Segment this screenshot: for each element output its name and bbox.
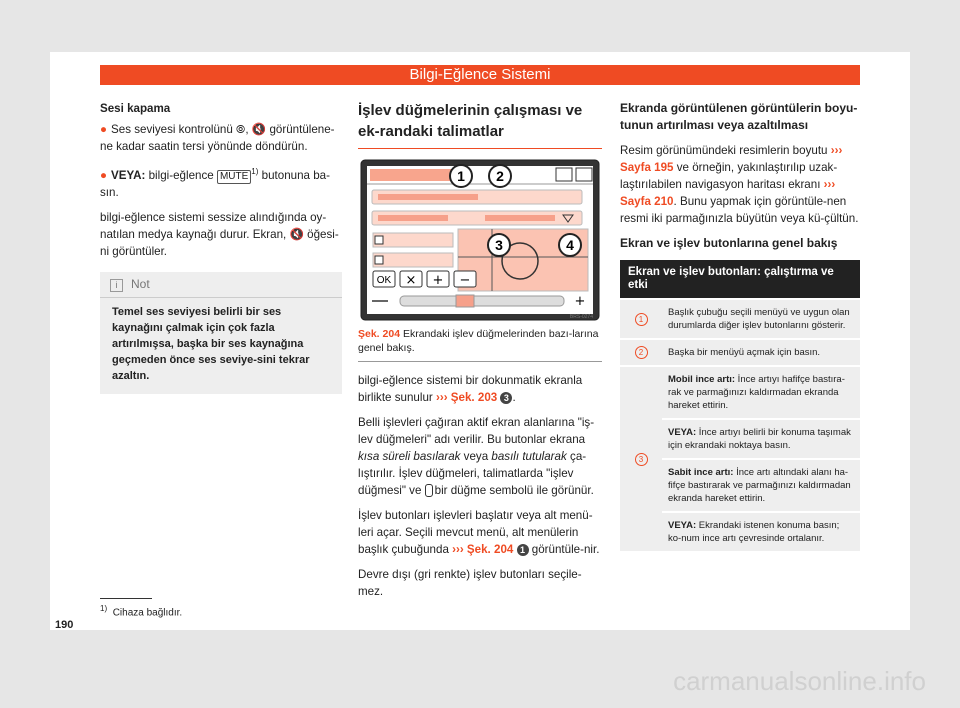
bullet-icon: ● [100,123,108,136]
zoom-heading: Ekranda görüntülenen görüntülerin boyu-tunun artırılması veya azaltılması [620,101,858,132]
svg-text:+: + [574,294,586,309]
note-body: Temel ses seviyesi belirli bir ses kaynağını çalmak için çok fazla artırılmışsa, başka bir ses kaynağına geçmeden önce ses seviye-sini tekrar azaltın. [112,305,310,382]
callout-2: 2 [496,168,504,184]
note-box [100,272,342,394]
table-row: Sabit ince artı: İnce artı altındaki alanı ha-fifçe bastırarak ve parmağınızı kaldırmadan ekranda hareket ettirin. [620,459,860,512]
column-2 [358,100,602,608]
page-195-link[interactable]: ››› Sayfa 195 [620,144,843,174]
para-4: Devre dışı (gri renkte) işlev butonları seçile-mez. [358,568,582,598]
table-row: 2 Başka bir menüyü açmak için basın. [620,339,860,366]
callout-3: 3 [495,237,503,253]
mute-speaker-icon: 🔇 [289,227,304,241]
mute-key: MUTE [217,170,251,184]
note-header: i Not [100,272,342,298]
para-1: bilgi-eğlence sistemi bir dokunmatik ekranla birlikte sunulur ››› Şek. 203 3 . [358,374,583,404]
page-number: 190 [55,619,74,631]
para-3: İşlev butonları işlevleri başlatır veya alt menü-leri açar. Seçili mevcut menü, alt menülerin başlık çubuğunda ››› Şek. 204 1 görüntüle-nir. [358,509,600,556]
column-3 [620,100,860,551]
info-icon: i [110,279,123,292]
fig-204-link-arrow[interactable]: ››› [452,543,464,556]
para-2: Belli işlevleri çağıran aktif ekran alanlarına "iş-lev düğmeleri" adı verilir. Bu butonlar ekrana kısa süreli basılarak veya basılı tutularak ça-lıştırılır. İşlev düğmeleri, talimatlarda "işlev düğmesi" ve bir düğme sembolü ile görünür. [358,416,595,497]
table-row: 1 Başlık çubuğu seçili menüyü ve uygun olan durumlarda diğer işlev butonlarını gösterir. [620,299,860,339]
bullet-1: ● Ses seviyesi kontrolünü ⦾, 🔇 görüntülene-ne kadar saatin tersi yönünde döndürün. [100,123,335,153]
table-header: Ekran ve işlev butonları: çalıştırma ve etki [620,260,860,299]
bullet-2: ● VEYA: bilgi-eğlence MUTE $^{1)}$ butonuna ba-sın. [100,167,330,199]
fig-203-link[interactable]: Şek. 203 [447,391,501,404]
table-row: VEYA: İnce artıyı belirli bir konuma taşımak için ekrandaki noktaya basın. [620,419,860,459]
footnote-rule [100,598,152,599]
touchscreen-illustration [360,159,600,321]
fig-204-link[interactable]: Şek. 204 [463,543,517,556]
figure-code: BRS-0274 [569,314,593,320]
row-number: 1 [635,313,648,326]
page-210-link[interactable]: ››› Sayfa 210 [620,178,836,208]
mute-heading: Sesi kapama [100,102,171,115]
svg-text:+: + [432,273,444,288]
function-buttons-heading: İşlev düğmelerinin çalışması ve ek-randaki talimatlar [358,100,602,149]
watermark: carmanualsonline.info [673,666,926,696]
callout-1: 1 [457,168,465,184]
footnote-mark: 1) [251,167,259,176]
svg-text:×: × [405,273,417,288]
zoom-paragraph: Resim görünümündeki resimlerin boyutu ››› Sayfa 195 ve örneğin, yakınlaştırılıp uzak-laştırılabilen navigasyon haritası ekranı ››› Sayfa 210. Bunu yapmak için görüntüle-nen resmi iki parmağınızla büyütün veya kü-çültün. [620,144,859,225]
fig-203-link-arrow[interactable]: ››› [435,391,448,404]
ok-button-label: OK [376,275,392,286]
table-row: VEYA: Ekrandaki istenen konuma basın; ko-num ince artı çevresinde ortalanır. [620,512,860,551]
volume-knob-icon: ⦾ [236,123,246,136]
button-symbol-icon [425,484,433,497]
svg-text:−: − [459,273,471,288]
footnote: $^{1)}$ Cihaza bağlıdır. [100,604,183,619]
ref-circle: 1 [517,544,529,556]
row-number: 3 [635,453,648,466]
callout-4: 4 [566,237,574,253]
mute-paragraph: bilgi-eğlence sistemi sessize alındığında oy-natılan medya kaynağı durur. Ekran, 🔇 öğesi-ni görüntüler. [100,210,339,258]
screen-figure [360,159,600,321]
buttons-table [620,260,860,551]
section-header: Bilgi-Eğlence Sistemi [100,65,860,85]
table-row: 3 Mobil ince artı: İnce artıyı hafifçe bastıra-rak ve parmağınızı kaldırmadan ekranda hareket ettirin. [620,366,860,419]
figure-caption: Şek. 204 Ekrandaki işlev düğmelerinden bazı-larına genel bakış. [358,321,602,362]
mute-speaker-icon: 🔇 [251,123,267,136]
overview-heading: Ekran ve işlev butonlarına genel bakış [620,236,838,250]
row-number: 2 [635,346,648,359]
ref-circle: 3 [500,392,512,404]
column-1 [100,100,342,394]
bullet-icon: ● [100,168,108,182]
